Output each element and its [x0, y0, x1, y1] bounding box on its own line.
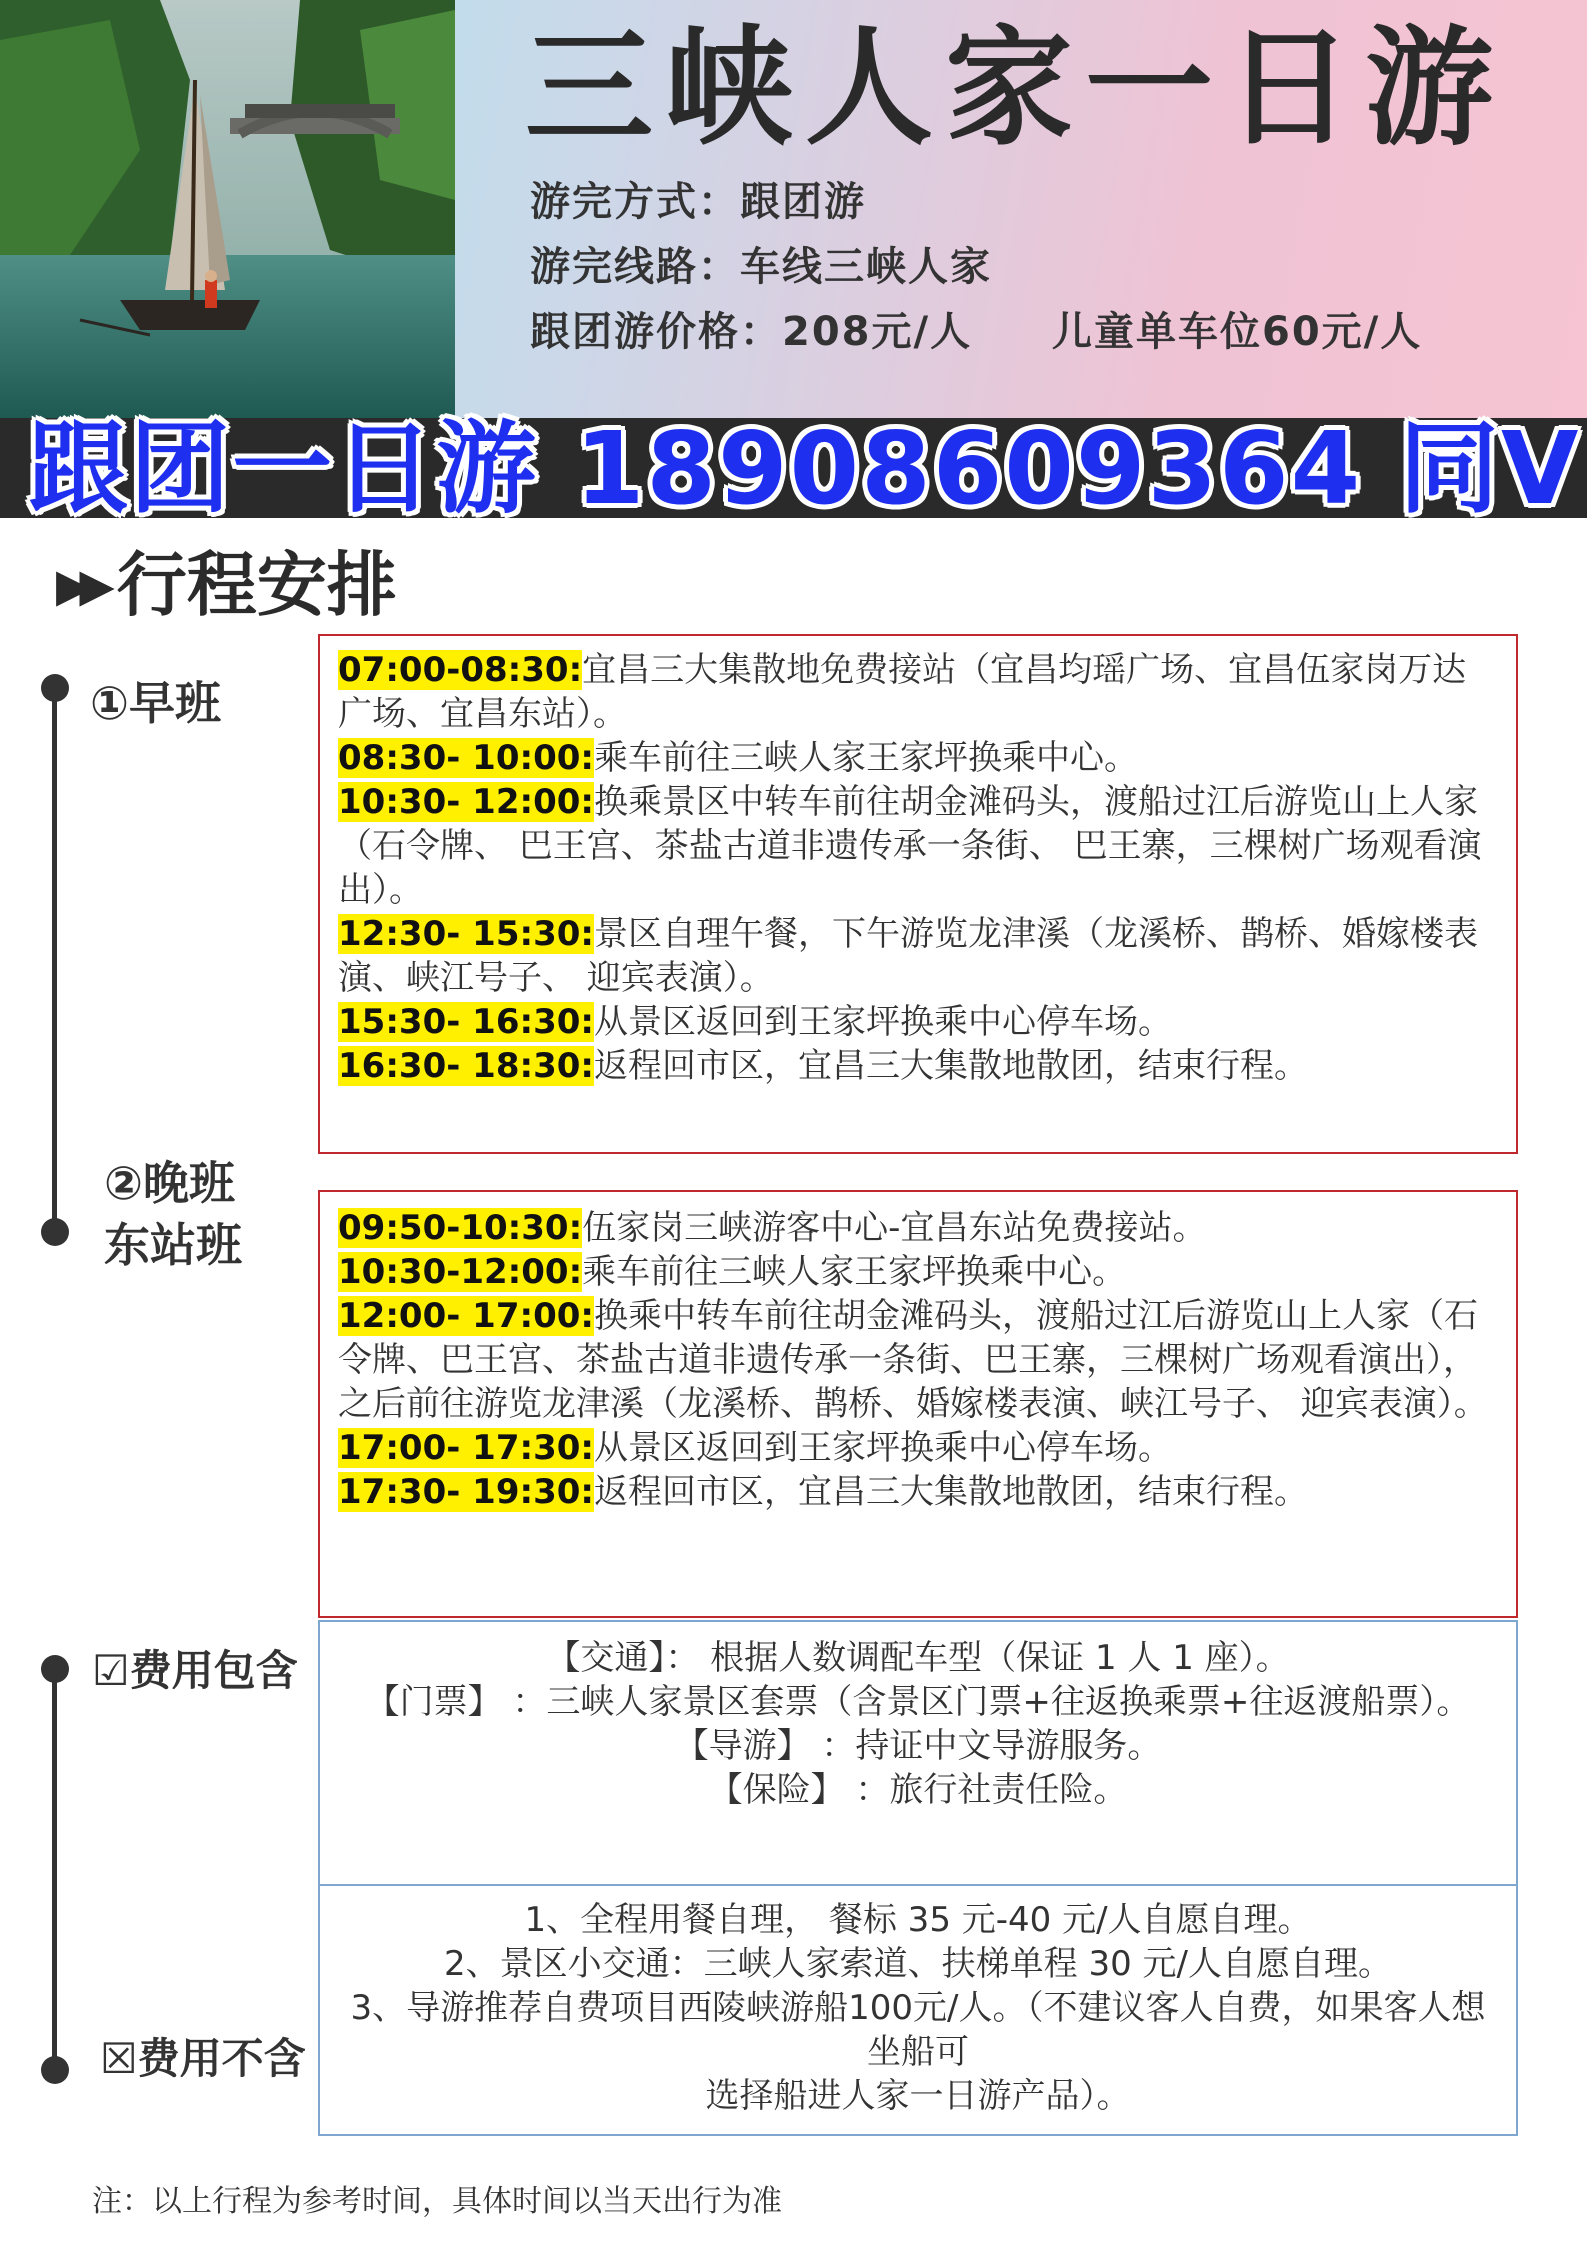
timeline-line-bottom	[52, 1668, 57, 2068]
schedule-time: 16:30- 18:30:	[338, 1046, 594, 1086]
schedule-item	[338, 648, 1494, 736]
schedule-time: 17:00- 17:30:	[338, 1428, 594, 1468]
fee-excluded-line: 1、全程用餐自理， 餐标 35 元-40 元/人自愿自理。	[524, 1900, 1312, 1940]
schedule-item	[338, 1426, 1498, 1470]
evening-sublabel: 东站班	[104, 1218, 242, 1272]
fee-included-line: 【交通】： 根据人数调配车型（保证 1 人 1 座）。	[546, 1638, 1290, 1678]
schedule-text: 换乘中转车前往胡金滩码头，渡船过江后游览山上人家（石令牌、巴王宫、茶盐古道非遗传承一条街、巴王寨，三棵树广场观看演出），之后前往游览龙津溪（龙溪桥、鹊桥、婚嫁楼表演、峡江号子、 迎宾表演）。	[338, 1296, 1488, 1424]
schedule-time: 08:30- 10:00:	[338, 738, 594, 778]
schedule-item	[338, 1250, 1498, 1294]
footnote: 注：以上行程为参考时间，具体时间以当天出行为准	[92, 2184, 782, 2219]
schedule-text: 换乘景区中转车前往胡金滩码头，渡船过江后游览山上人家（石令牌、 巴王宫、茶盐古道非遗传承一条街、 巴王寨，三棵树广场观看演出）。	[338, 782, 1482, 910]
schedule-time: 07:00-08:30:	[338, 650, 583, 690]
fee-excluded-box	[318, 1884, 1518, 2136]
fee-excluded-line: 选择船进人家一日游产品）。	[705, 2076, 1131, 2116]
double-arrow-icon: ▶▶	[56, 558, 103, 612]
schedule-item	[338, 1044, 1494, 1088]
schedule-item	[338, 1000, 1494, 1044]
fee-included-line: 【导游】 ：持证中文导游服务。	[674, 1726, 1162, 1766]
schedule-text: 返程回市区，宜昌三大集散地散团，结束行程。	[594, 1046, 1308, 1086]
fee-included-box	[318, 1620, 1518, 1886]
tour-route: 游完线路：车线三峡人家	[530, 244, 992, 290]
section-title-text: 行程安排	[116, 544, 397, 626]
schedule-text: 返程回市区，宜昌三大集散地散团，结束行程。	[594, 1472, 1308, 1512]
fee-included-line: 【门票】 ：三峡人家景区套票（含景区门票+往返换乘票+往返渡船票）。	[365, 1682, 1471, 1722]
timeline-dot	[41, 2056, 69, 2084]
page-title: 三峡人家一日游	[525, 14, 1506, 163]
schedule-time: 10:30- 12:00:	[338, 782, 594, 822]
schedule-time: 15:30- 16:30:	[338, 1002, 594, 1042]
schedule-item	[338, 1470, 1498, 1514]
tour-mode: 游完方式：跟团游	[530, 179, 866, 225]
schedule-text: 宜昌三大集散地免费接站（宜昌均瑶广场、宜昌伍家岗万达广场、宜昌东站）。	[338, 650, 1467, 734]
schedule-time: 17:30- 19:30:	[338, 1472, 594, 1512]
three-gorges-photo	[0, 0, 455, 418]
schedule-text: 景区自理午餐，下午游览龙津溪（龙溪桥、鹊桥、婚嫁楼表演、峡江号子、 迎宾表演）。	[338, 914, 1478, 998]
schedule-text: 伍家岗三峡游客中心-宜昌东站免费接站。	[582, 1208, 1207, 1248]
morning-schedule-box	[318, 634, 1518, 1154]
child-price: 儿童单车位60元/人	[1052, 309, 1423, 355]
schedule-time: 09:50-10:30:	[338, 1208, 583, 1248]
schedule-time: 12:30- 15:30:	[338, 914, 594, 954]
timeline-dot	[41, 1218, 69, 1246]
schedule-time: 10:30-12:00:	[338, 1252, 583, 1292]
fee-excluded-line: 2、景区小交通：三峡人家索道、扶梯单程 30 元/人自愿自理。	[444, 1944, 1392, 1984]
morning-label: ①早班	[90, 676, 221, 730]
timeline-dot	[41, 674, 69, 702]
schedule-text: 乘车前往三峡人家王家坪换乘中心。	[594, 738, 1138, 778]
schedule-text: 乘车前往三峡人家王家坪换乘中心。	[582, 1252, 1127, 1292]
fee-included-line: 【保险】 ：旅行社责任险。	[708, 1770, 1128, 1810]
schedule-text: 从景区返回到王家坪换乘中心停车场。	[594, 1002, 1172, 1042]
timeline-dot	[41, 1655, 69, 1683]
fee-excluded-label: ☒费用不含	[100, 2034, 306, 2083]
fee-included-label: ☑费用包含	[92, 1646, 298, 1695]
schedule-item	[338, 1294, 1498, 1426]
schedule-item	[338, 780, 1494, 912]
timeline-line-top	[52, 688, 57, 1232]
section-title	[56, 540, 397, 630]
fee-excluded-line: 3、导游推荐自费项目西陵峡游船100元/人。（不建议客人自费，如果客人想坐船可	[350, 1988, 1486, 2072]
tour-price: 跟团游价格：208元/人	[530, 309, 973, 355]
schedule-time: 12:00- 17:00:	[338, 1296, 594, 1336]
evening-label: ②晚班	[104, 1156, 235, 1210]
schedule-text: 从景区返回到王家坪换乘中心停车场。	[594, 1428, 1172, 1468]
schedule-item	[338, 912, 1494, 1000]
schedule-item	[338, 1206, 1498, 1250]
schedule-item	[338, 736, 1494, 780]
evening-schedule-box	[318, 1190, 1518, 1618]
contact-banner: 跟团一日游 18908609364 同V	[28, 410, 1581, 527]
